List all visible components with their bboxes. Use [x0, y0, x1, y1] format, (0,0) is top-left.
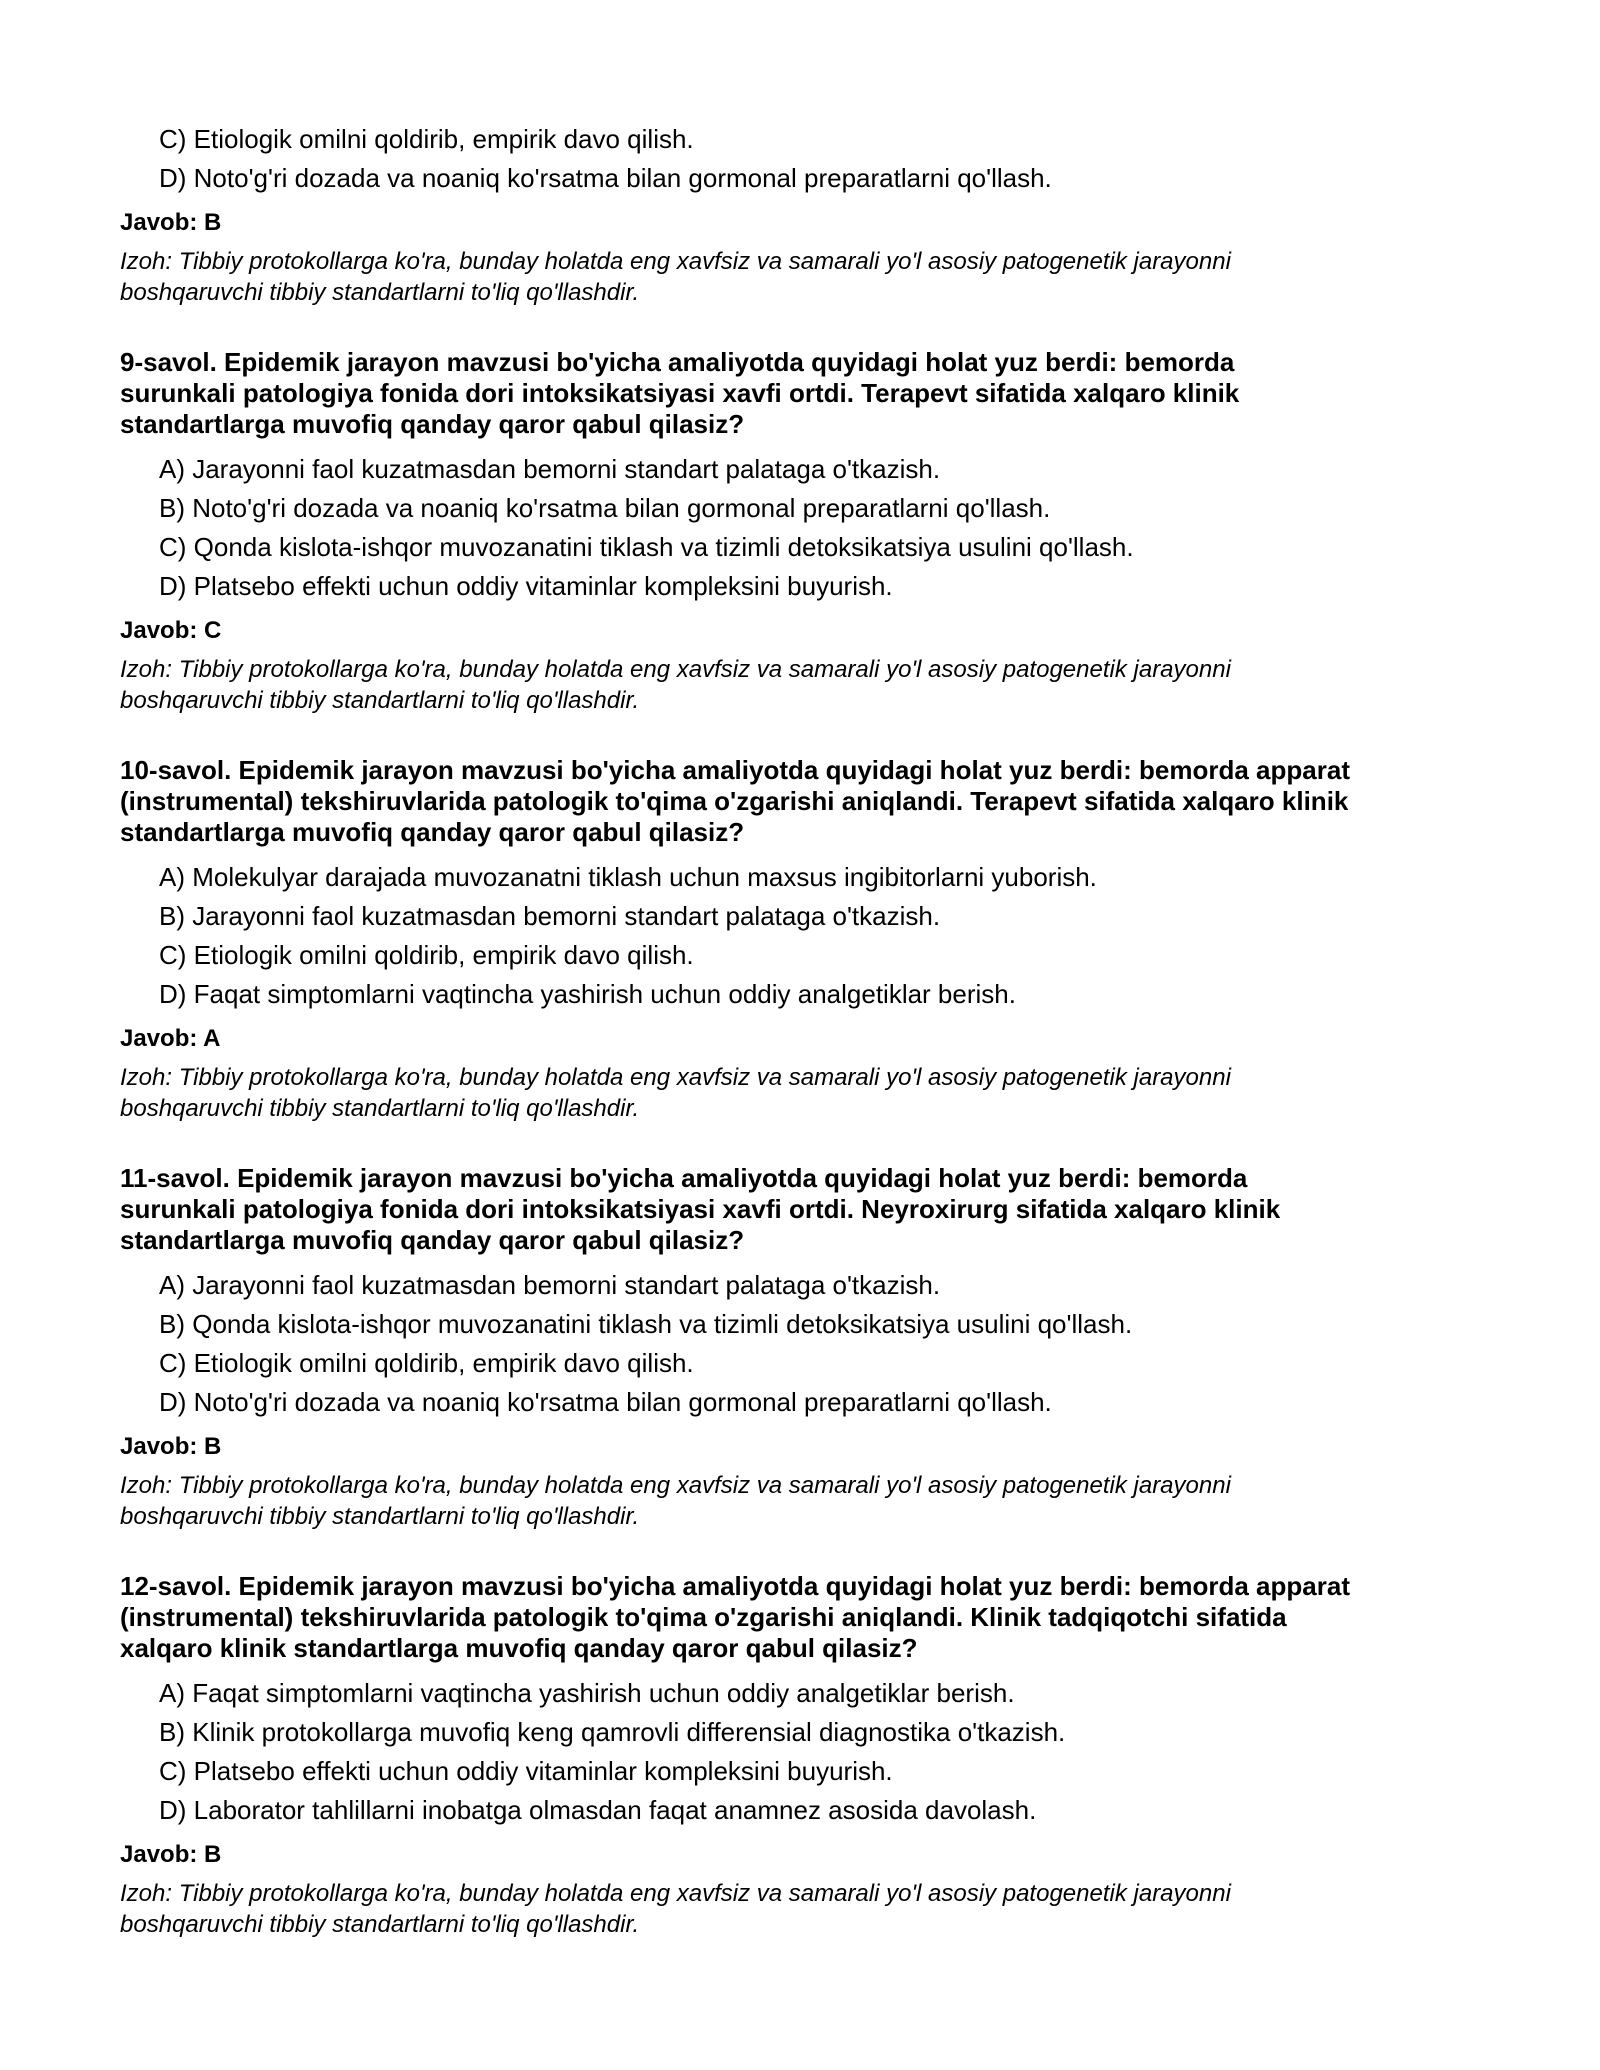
- answer-option: C) Qonda kislota-ishqor muvozanatini tiklash va tizimli detoksikatsiya usulini qo'llash.: [159, 532, 1134, 562]
- question-title-line: standartlarga muvofiq qanday qaror qabul qilasiz?: [120, 817, 745, 847]
- question-title-line: (instrumental) tekshiruvlarida patologik to'qima o'zgarishi aniqlandi. Klinik tadqiqotchi sifatida: [120, 1602, 1287, 1632]
- question-block: [120, 347, 1500, 716]
- question-title-line: surunkali patologiya fonida dori intoksikatsiyasi xavfi ortdi. Neyroxirurg sifatida xalqaro klinik: [120, 1194, 1281, 1224]
- correct-answer: Javob: B: [120, 1433, 222, 1460]
- answer-option: C) Etiologik omilni qoldirib, empirik davo qilish.: [159, 1348, 694, 1378]
- answer-option: D) Platsebo effekti uchun oddiy vitaminlar kompleksini buyurish.: [159, 571, 893, 601]
- document-page: [120, 120, 1500, 1940]
- explanation-line: Izoh: Tibbiy protokollarga ko'ra, bunday holatda eng xavfsiz va samarali yo'l asosiy patogenetik jarayonni: [120, 656, 1231, 683]
- answer-option: A) Jarayonni faol kuzatmasdan bemorni standart palataga o'tkazish.: [159, 454, 941, 484]
- answer-option: B) Noto'g'ri dozada va noaniq ko'rsatma bilan gormonal preparatlarni qo'llash.: [159, 493, 1051, 523]
- explanation-line: boshqaruvchi tibbiy standartlarni to'liq qo'llashdir.: [120, 1503, 640, 1530]
- explanation-line: boshqaruvchi tibbiy standartlarni to'liq qo'llashdir.: [120, 1911, 640, 1938]
- answer-option: D) Noto'g'ri dozada va noaniq ko'rsatma bilan gormonal preparatlarni qo'llash.: [159, 1387, 1052, 1417]
- answer-option: C) Etiologik omilni qoldirib, empirik davo qilish.: [159, 124, 694, 154]
- explanation-line: Izoh: Tibbiy protokollarga ko'ra, bunday holatda eng xavfsiz va samarali yo'l asosiy patogenetik jarayonni: [120, 1880, 1231, 1907]
- question-title-line: surunkali patologiya fonida dori intoksikatsiyasi xavfi ortdi. Terapevt sifatida xalqaro klinik: [120, 378, 1240, 408]
- explanation-line: boshqaruvchi tibbiy standartlarni to'liq qo'llashdir.: [120, 687, 640, 714]
- question-title-line: 10-savol. Epidemik jarayon mavzusi bo'yicha amaliyotda quyidagi holat yuz berdi: bemorda apparat: [120, 755, 1350, 785]
- question-title-line: standartlarga muvofiq qanday qaror qabul qilasiz?: [120, 1225, 745, 1255]
- question-block: [120, 755, 1500, 1124]
- correct-answer: Javob: B: [120, 1841, 222, 1868]
- question-title: [120, 1163, 1500, 1256]
- answer-option: D) Faqat simptomlarni vaqtincha yashirish uchun oddiy analgetiklar berish.: [159, 979, 1016, 1009]
- answer-option: B) Jarayonni faol kuzatmasdan bemorni standart palataga o'tkazish.: [159, 901, 941, 931]
- question-block: [120, 1163, 1500, 1532]
- question-title: [120, 755, 1500, 848]
- correct-answer: Javob: B: [120, 209, 222, 236]
- correct-answer: Javob: A: [120, 1025, 221, 1052]
- question-title: [120, 347, 1500, 440]
- explanation-line: boshqaruvchi tibbiy standartlarni to'liq qo'llashdir.: [120, 279, 640, 306]
- answer-option: A) Faqat simptomlarni vaqtincha yashirish uchun oddiy analgetiklar berish.: [159, 1678, 1015, 1708]
- answer-option: D) Noto'g'ri dozada va noaniq ko'rsatma bilan gormonal preparatlarni qo'llash.: [159, 163, 1052, 193]
- explanation-note: [120, 1062, 1500, 1124]
- explanation-note: [120, 654, 1500, 716]
- explanation-note: [120, 1470, 1500, 1532]
- explanation-line: Izoh: Tibbiy protokollarga ko'ra, bunday holatda eng xavfsiz va samarali yo'l asosiy patogenetik jarayonni: [120, 1064, 1231, 1091]
- explanation-note: [120, 1878, 1500, 1940]
- question-title-line: xalqaro klinik standartlarga muvofiq qanday qaror qabul qilasiz?: [120, 1633, 918, 1663]
- answer-option: C) Etiologik omilni qoldirib, empirik davo qilish.: [159, 940, 694, 970]
- previous-question-continuation: [120, 120, 1500, 308]
- explanation-line: Izoh: Tibbiy protokollarga ko'ra, bunday holatda eng xavfsiz va samarali yo'l asosiy patogenetik jarayonni: [120, 1472, 1231, 1499]
- question-block: [120, 1571, 1500, 1940]
- question-title-line: 11-savol. Epidemik jarayon mavzusi bo'yicha amaliyotda quyidagi holat yuz berdi: bemorda: [120, 1163, 1248, 1193]
- explanation-line: boshqaruvchi tibbiy standartlarni to'liq qo'llashdir.: [120, 1095, 640, 1122]
- correct-answer: Javob: C: [120, 617, 222, 644]
- question-title: [120, 1571, 1500, 1664]
- question-title-line: 12-savol. Epidemik jarayon mavzusi bo'yicha amaliyotda quyidagi holat yuz berdi: bemorda apparat: [120, 1571, 1350, 1601]
- explanation-line: Izoh: Tibbiy protokollarga ko'ra, bunday holatda eng xavfsiz va samarali yo'l asosiy patogenetik jarayonni: [120, 248, 1231, 275]
- answer-option: D) Laborator tahlillarni inobatga olmasdan faqat anamnez asosida davolash.: [159, 1795, 1037, 1825]
- answer-option: A) Jarayonni faol kuzatmasdan bemorni standart palataga o'tkazish.: [159, 1270, 941, 1300]
- answer-option: A) Molekulyar darajada muvozanatni tiklash uchun maxsus ingibitorlarni yuborish.: [159, 862, 1097, 892]
- answer-option: B) Klinik protokollarga muvofiq keng qamrovli differensial diagnostika o'tkazish.: [159, 1717, 1066, 1747]
- question-title-line: standartlarga muvofiq qanday qaror qabul qilasiz?: [120, 409, 745, 439]
- explanation-note: [120, 246, 1500, 308]
- answer-option: B) Qonda kislota-ishqor muvozanatini tiklash va tizimli detoksikatsiya usulini qo'llash.: [159, 1309, 1133, 1339]
- question-title-line: 9-savol. Epidemik jarayon mavzusi bo'yicha amaliyotda quyidagi holat yuz berdi: bemorda: [120, 347, 1235, 377]
- question-title-line: (instrumental) tekshiruvlarida patologik to'qima o'zgarishi aniqlandi. Terapevt sifatida xalqaro klinik: [120, 786, 1349, 816]
- answer-option: C) Platsebo effekti uchun oddiy vitaminlar kompleksini buyurish.: [159, 1756, 893, 1786]
